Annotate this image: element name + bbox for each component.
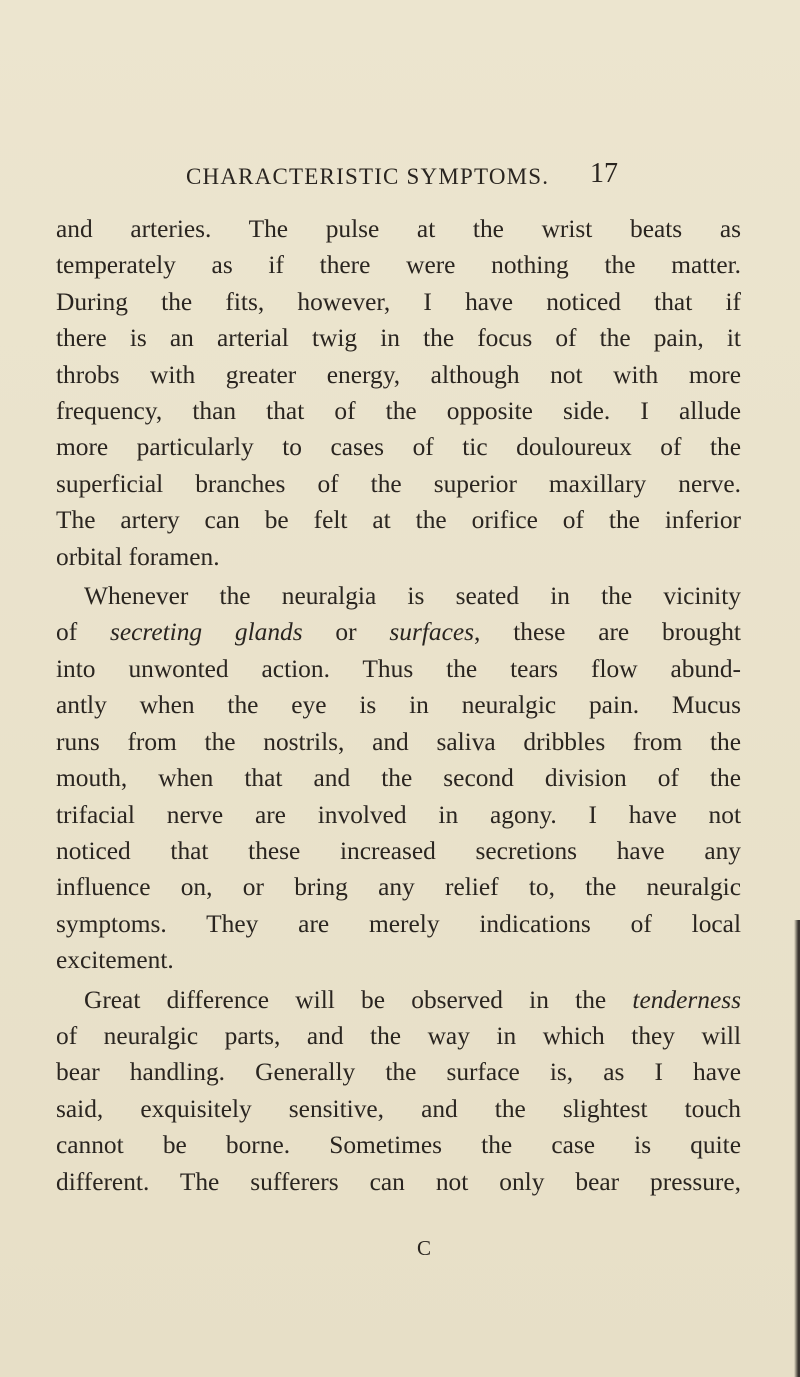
paragraph	[56, 211, 741, 575]
page-edge-shadow	[794, 920, 800, 1377]
text-line: of secreting glands or surfaces, these are brought	[56, 618, 741, 647]
text-line: temperately as if there were nothing the matter.	[56, 251, 741, 280]
text-line: The artery can be felt at the orifice of the inferior	[56, 506, 741, 535]
text-line: antly when the eye is in neuralgic pain. Mucus	[56, 691, 741, 720]
body-text	[56, 211, 741, 1200]
italic-phrase: surfaces	[389, 618, 475, 647]
signature-mark: C	[417, 1236, 432, 1260]
paragraph	[56, 982, 741, 1200]
text-line: runs from the nostrils, and saliva dribbles from the	[56, 727, 741, 756]
running-head-title: CHARACTERISTIC SYMPTOMS.	[186, 164, 550, 189]
paragraph	[56, 578, 741, 978]
text-line: During the fits, however, I have noticed that if	[56, 287, 741, 316]
text-line: noticed that these increased secretions have any	[56, 836, 741, 865]
text-line: of neuralgic parts, and the way in which they will	[56, 1021, 741, 1050]
text-line: into unwonted action. Thus the tears flow abund-	[56, 654, 741, 683]
text-line: there is an arterial twig in the focus of the pain, it	[56, 324, 741, 353]
text-line: superficial branches of the superior maxillary nerve.	[56, 469, 741, 498]
text-line: throbs with greater energy, although not with more	[56, 360, 741, 389]
text-line: Whenever the neuralgia is seated in the vicinity	[84, 582, 741, 611]
running-head	[0, 158, 800, 198]
text-line: more particularly to cases of tic douloureux of the	[56, 433, 741, 462]
page-number: 17	[590, 158, 618, 189]
text-line: said, exquisitely sensitive, and the slightest touch	[56, 1094, 741, 1123]
text-line: mouth, when that and the second division of the	[56, 764, 741, 793]
text-line: excitement.	[56, 946, 174, 975]
text-line: influence on, or bring any relief to, the neuralgic	[56, 873, 741, 902]
text-line: cannot be borne. Sometimes the case is quite	[56, 1131, 741, 1160]
text-line: Great difference will be observed in the tenderness	[84, 985, 741, 1014]
text-line: frequency, than that of the opposite side. I allude	[56, 397, 741, 426]
text-line: bear handling. Generally the surface is, as I have	[56, 1058, 741, 1087]
italic-phrase: secreting glands	[109, 618, 303, 647]
text-line: and arteries. The pulse at the wrist beats as	[56, 215, 741, 243]
italic-phrase: tenderness	[632, 985, 741, 1014]
text-line: orbital foramen.	[56, 542, 220, 571]
text-line: trifacial nerve are involved in agony. I have not	[56, 800, 741, 829]
text-line: different. The sufferers can not only bear pressure,	[56, 1167, 741, 1196]
text-line: symptoms. They are merely indications of local	[56, 909, 741, 938]
